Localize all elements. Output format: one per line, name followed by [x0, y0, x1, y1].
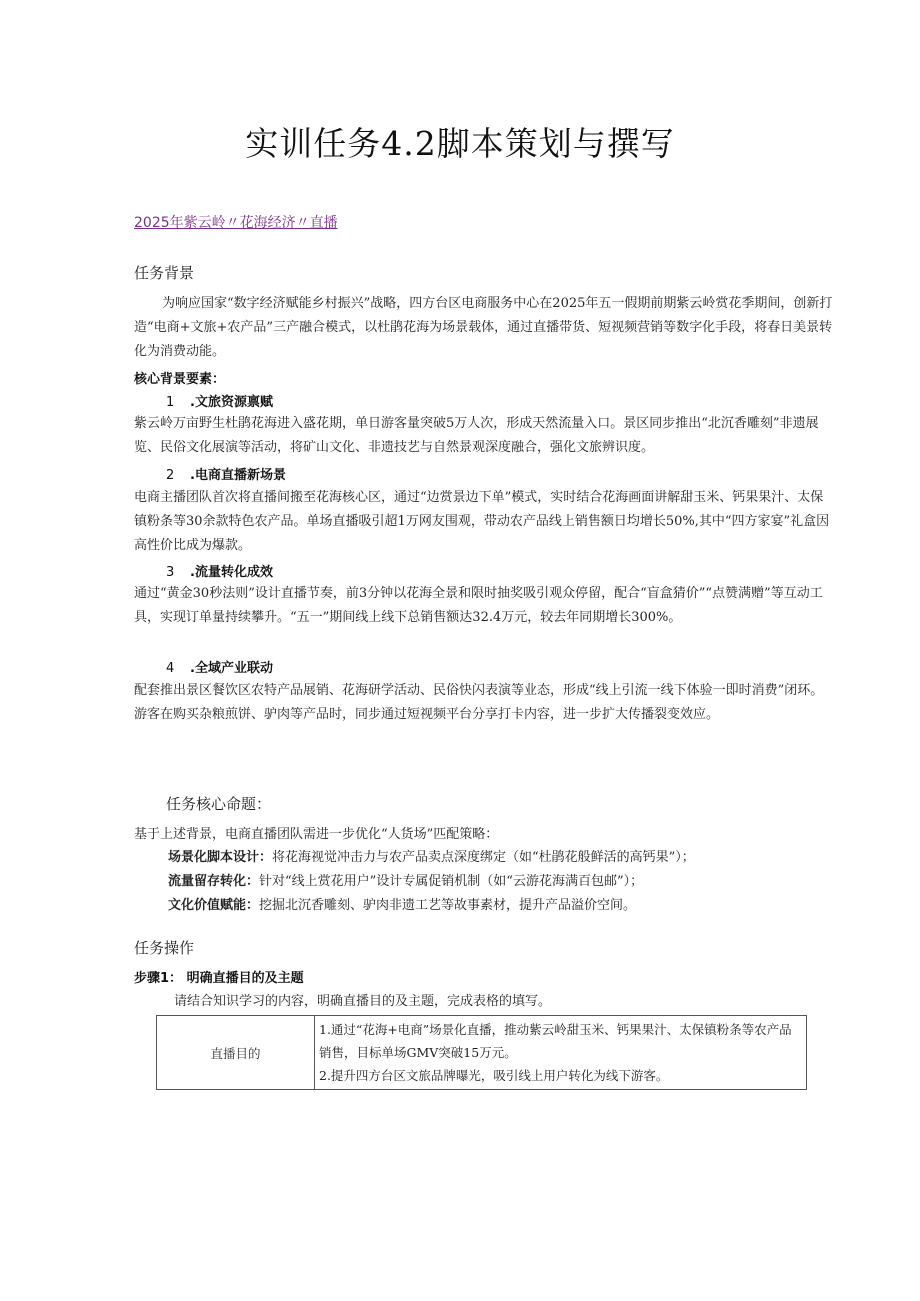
strategy-label: 流量留存转化：	[168, 874, 260, 889]
element-text-2: 电商主播团队首次将直播间搬至花海核心区，通过“边赏景边下单”模式，实时结合花海画面讲解甜玉米、钙果果汁、太保镇粉条等30余款特色农产品。单场直播吸引超1万网友围观，带动农产品线上销售额日均增长50%,其中“四方家宴”礼盒因高性价比成为爆款。	[134, 490, 830, 553]
strategy-item-3	[168, 895, 828, 917]
element-text-1: 紫云岭万亩野生杜鹃花海进入盛花期，单日游客量突破5万人次，形成天然流量入口。景区同步推出“北沉香雕刻”非遗展览、民俗文化展演等活动，将矿山文化、非遗技艺与自然景观深度融合，强化文旅辨识度。	[134, 416, 819, 455]
goal-table	[156, 1015, 807, 1090]
table-row	[157, 1016, 807, 1090]
element-title: .全域产业联动	[190, 661, 273, 676]
subtitle-link[interactable]: 2025年紫云岭〃花海经济〃直播	[134, 215, 338, 231]
strategy-item-1	[168, 847, 828, 869]
background-intro: 为响应国家“数字经济赋能乡村振兴”战略，四方台区电商服务中心在2025年五一假期前期紫云岭赏花季期间，创新打造“电商+文旅+农产品”三产融合模式，以杜鹃花海为场景载体，通过直播带货、短视频营销等数字化手段，将春日美景转化为消费动能。	[134, 296, 833, 359]
element-number: 3	[166, 565, 175, 580]
strategy-text: 挖掘北沉香雕刻、驴肉非遗工艺等故事素材，提升产品溢价空间。	[259, 898, 637, 913]
strategy-item-2	[168, 871, 828, 893]
section-heading-background: 任务背景	[134, 264, 195, 282]
strategy-label: 文化价值赋能：	[168, 898, 260, 913]
section-heading-operation: 任务操作	[134, 939, 195, 957]
element-heading-4	[166, 657, 273, 676]
strategy-text: 将花海视觉冲击力与农产品卖点深度绑定（如“杜鹃花般鲜活的高钙果”）；	[272, 850, 695, 865]
core-elements-label: 核心背景要素：	[134, 372, 226, 387]
element-title: .电商直播新场景	[190, 468, 286, 483]
step1-instruction: 请结合知识学习的内容，明确直播目的及主题，完成表格的填写。	[174, 994, 552, 1009]
section-heading-core-task: 任务核心命题：	[166, 795, 272, 813]
step1-label: 步骤1： 明确直播目的及主题	[134, 971, 304, 986]
element-number: 4	[166, 661, 175, 676]
element-heading-2	[166, 464, 286, 483]
element-title: .文旅资源禀赋	[190, 395, 273, 410]
element-text-3: 通过“黄金30秒法则”设计直播节奏，前3分钟以花海全景和限时抽奖吸引观众停留，配合“盲盒猜价”“点赞满赠”等互动工具，实现订单量持续攀升。“五一”期间线上线下总销售额达32.4万元，较去年同期增长300%。	[134, 586, 823, 625]
core-task-intro: 基于上述背景，电商直播团队需进一步优化“人货场”匹配策略：	[134, 827, 499, 842]
strategy-text: 针对“线上赏花用户”设计专属促销机制（如“云游花海满百包邮”）；	[259, 874, 644, 889]
page-title: 实训任务4.2脚本策划与撰写	[245, 124, 675, 163]
element-text-4: 配套推出景区餐饮区农特产品展销、花海研学活动、民俗快闪表演等业态，形成“线上引流一线下体验一即时消费”闭环。游客在购买杂粮煎饼、驴肉等产品时，同步通过短视频平台分享打卡内容，进一步扩大传播裂变效应。	[134, 683, 824, 722]
goal-line-1: 1.通过“花海+电商”场景化直播，推动紫云岭甜玉米、钙果果汁、太保镇粉条等农产品销售，目标单场GMV突破15万元。	[319, 1022, 792, 1060]
element-title: .流量转化成效	[190, 565, 273, 580]
element-heading-3	[166, 561, 273, 580]
element-number: 2	[166, 468, 175, 483]
element-number: 1	[166, 395, 175, 410]
element-heading-1	[166, 391, 273, 410]
goal-row-label: 直播目的	[157, 1016, 315, 1090]
strategy-label: 场景化脚本设计：	[168, 850, 273, 865]
goal-cell[interactable]	[315, 1016, 807, 1090]
goal-line-2: 2.提升四方台区文旅品牌曝光，吸引线上用户转化为线下游客。	[319, 1068, 669, 1083]
